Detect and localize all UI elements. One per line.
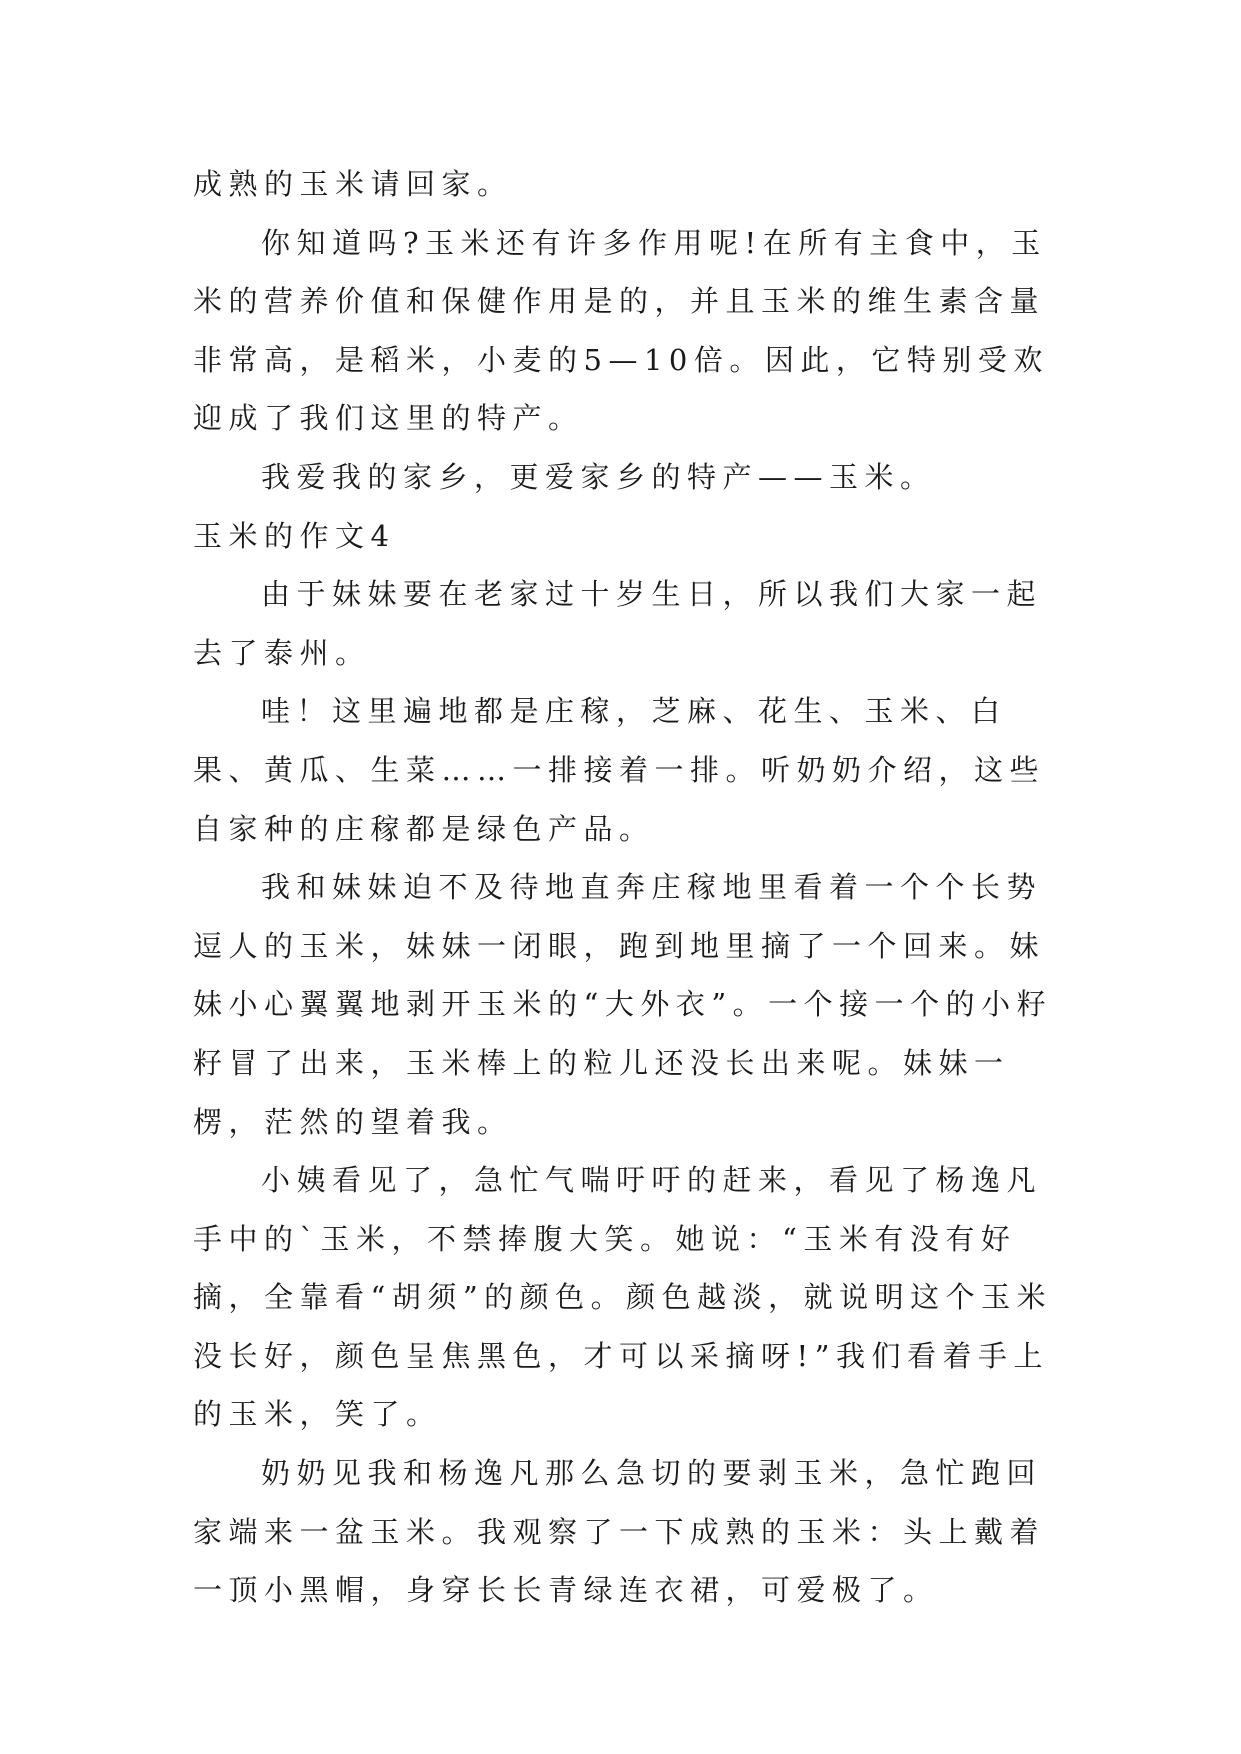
body-paragraph: 我和妹妹迫不及待地直奔庄稼地里看着一个个长势逗人的玉米，妹妹一闭眼，跑到地里摘了一个回来。妹妹小心翼翼地剥开玉米的“大外衣”。一个接一个的小籽籽冒了出来，玉米棒上的粒儿还没长出来呢。妹妹一楞，茫然的望着我。 [193, 870, 1053, 1139]
body-paragraph: 奶奶见我和杨逸凡那么急切的要剥玉米，急忙跑回家端来一盆玉米。我观察了一下成熟的玉米：头上戴着一顶小黑帽，身穿长长青绿连衣裙，可爱极了。 [193, 1456, 1046, 1608]
continuation-paragraph: 成熟的玉米请回家。 [193, 167, 513, 201]
body-paragraph: 你知道吗?玉米还有许多作用呢!在所有主食中，玉米的营养价值和保健作用是的，并且玉米的维生素含量非常高，是稻米，小麦的5—10倍。因此，它特别受欢迎成了我们这里的特产。 [193, 225, 1049, 436]
body-paragraph: 我爱我的家乡，更爱家乡的特产——玉米。 [261, 459, 936, 494]
body-paragraph: 小姨看见了，急忙气喘吁吁的赶来，看见了杨逸凡手中的`玉米，不禁捧腹大笑。她说：“玉米有没有好摘，全靠看“胡须”的颜色。颜色越淡，就说明这个玉米没长好，颜色呈焦黑色，才可以采摘呀!”我们看着手上的玉米，笑了。 [193, 1163, 1053, 1432]
body-paragraph: 由于妹妹要在老家过十岁生日，所以我们大家一起去了泰州。 [193, 577, 1043, 670]
document-body [193, 155, 1063, 1620]
section-title: 玉米的作文4 [193, 518, 396, 553]
body-paragraph: 哇！这里遍地都是庄稼，芝麻、花生、玉米、白果、黄瓜、生菜……一排接着一排。听奶奶介绍，这些自家种的庄稼都是绿色产品。 [193, 694, 1046, 846]
